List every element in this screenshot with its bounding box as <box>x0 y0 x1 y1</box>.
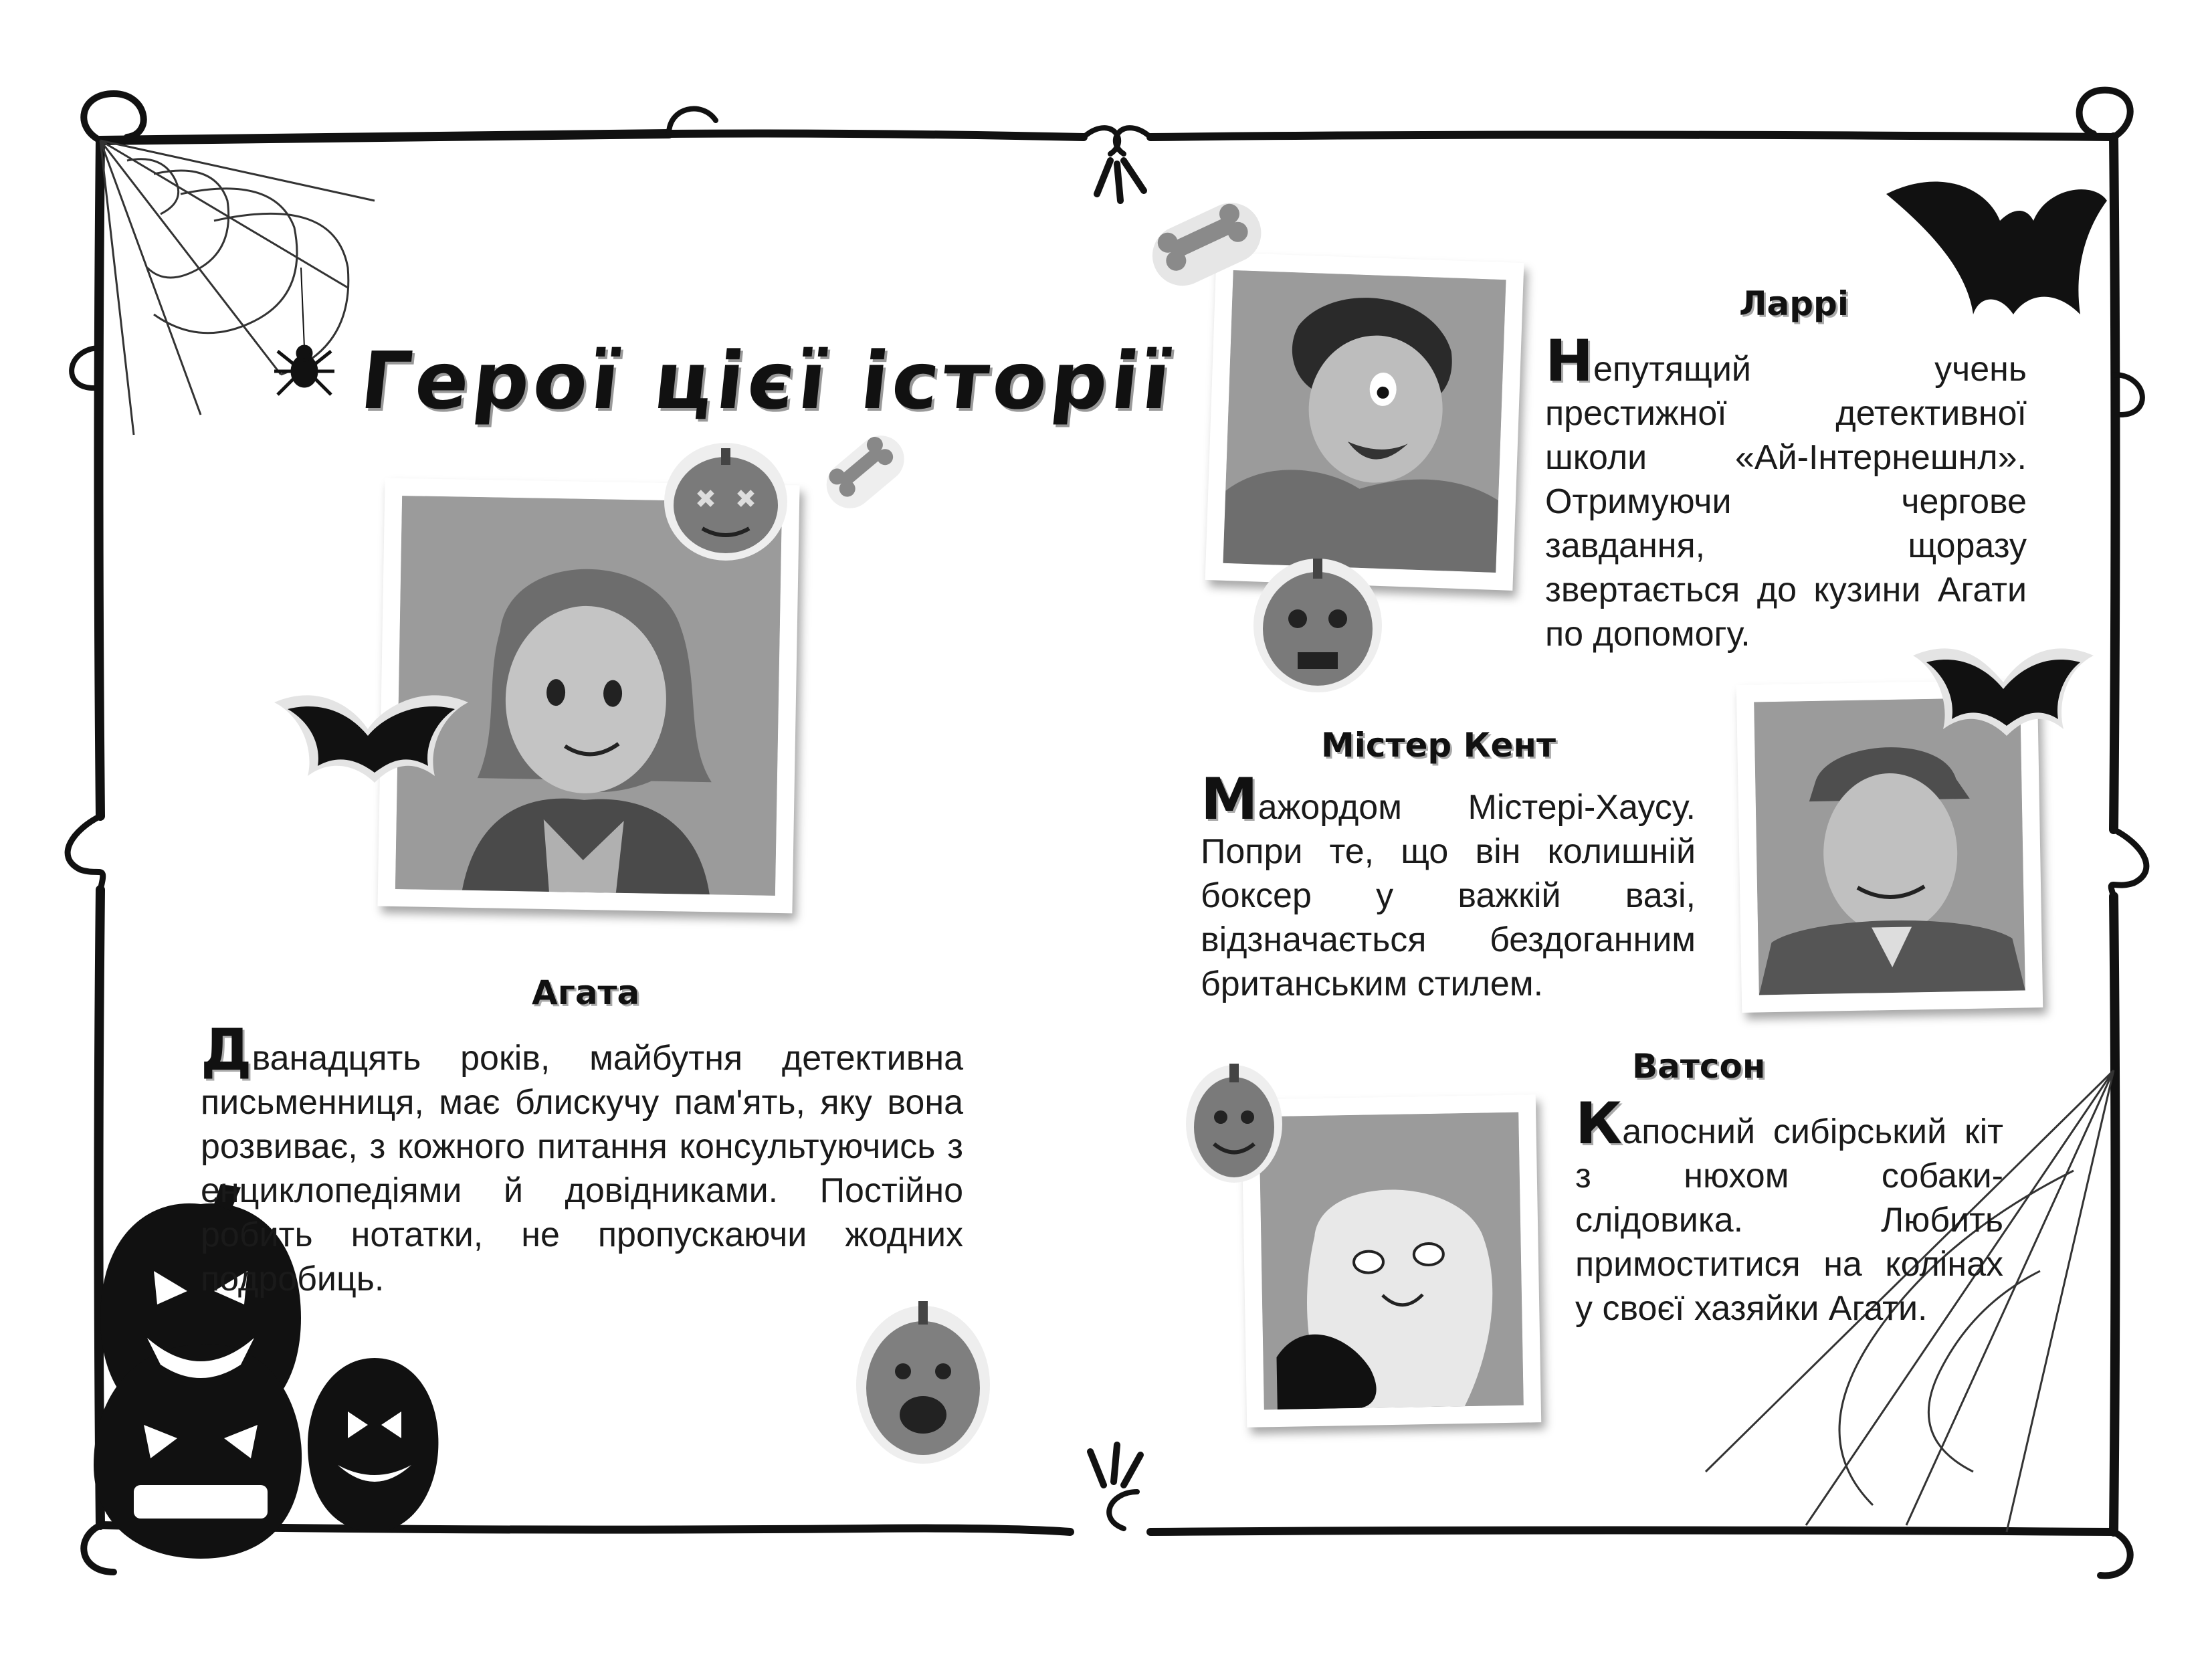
kent-bio <box>1201 766 1696 1006</box>
watson-portrait <box>1259 1112 1524 1410</box>
pumpkin-icon <box>1251 542 1385 698</box>
bat-icon <box>1906 629 2100 745</box>
larri-photo <box>1205 252 1524 591</box>
pumpkin-icon <box>1184 1050 1284 1187</box>
agata-name: Агата <box>532 973 640 1012</box>
watson-photo <box>1241 1094 1541 1428</box>
pumpkin-icon <box>662 428 789 565</box>
agata-bio <box>201 1017 963 1301</box>
watson-dropcap: К <box>1575 1090 1623 1157</box>
agata-dropcap: Д <box>201 1017 252 1084</box>
pumpkin-icon <box>853 1284 993 1468</box>
page-title: Герої цієї історії <box>356 334 1179 427</box>
agata-bio-text: ванадцять років, майбутня детективна письменниця, має блискучу пам'ять, яку вона розвиває, з кожного питання консультуючись з енциклопедіями й довідниками. Постійно робить нотатки, не пропускаючи жодних подробиць. <box>201 1039 963 1298</box>
larri-dropcap: Н <box>1545 328 1593 395</box>
larri-bio-text: епутящий учень престижної детективної школи «Ай-Інтернешнл». Отримуючи чергове завдання, щоразу звертається до кузини Агати по допомогу. <box>1545 350 2027 654</box>
larri-bio <box>1545 328 2027 656</box>
kent-bio-text: ажордом Містері-Хаусу. Попри те, що він колишній боксер у важкій вазі, відзначається бездоганним британським стилем. <box>1201 788 1696 1003</box>
larri-name: Ларрі <box>1739 284 1849 323</box>
spider-icon <box>274 268 334 395</box>
bat-icon <box>268 669 475 792</box>
kent-name: Містер Кент <box>1321 726 1556 765</box>
watson-name: Ватсон <box>1632 1047 1766 1086</box>
watson-bio <box>1575 1090 2003 1331</box>
larri-portrait <box>1223 270 1506 573</box>
watson-bio-text: апосний сибірський кіт з нюхом собаки-слідовика. Любить примоститися на колінах у своєї хазяйки Агати. <box>1575 1112 2003 1328</box>
bat-icon <box>1886 181 2107 314</box>
kent-dropcap: М <box>1201 766 1258 833</box>
